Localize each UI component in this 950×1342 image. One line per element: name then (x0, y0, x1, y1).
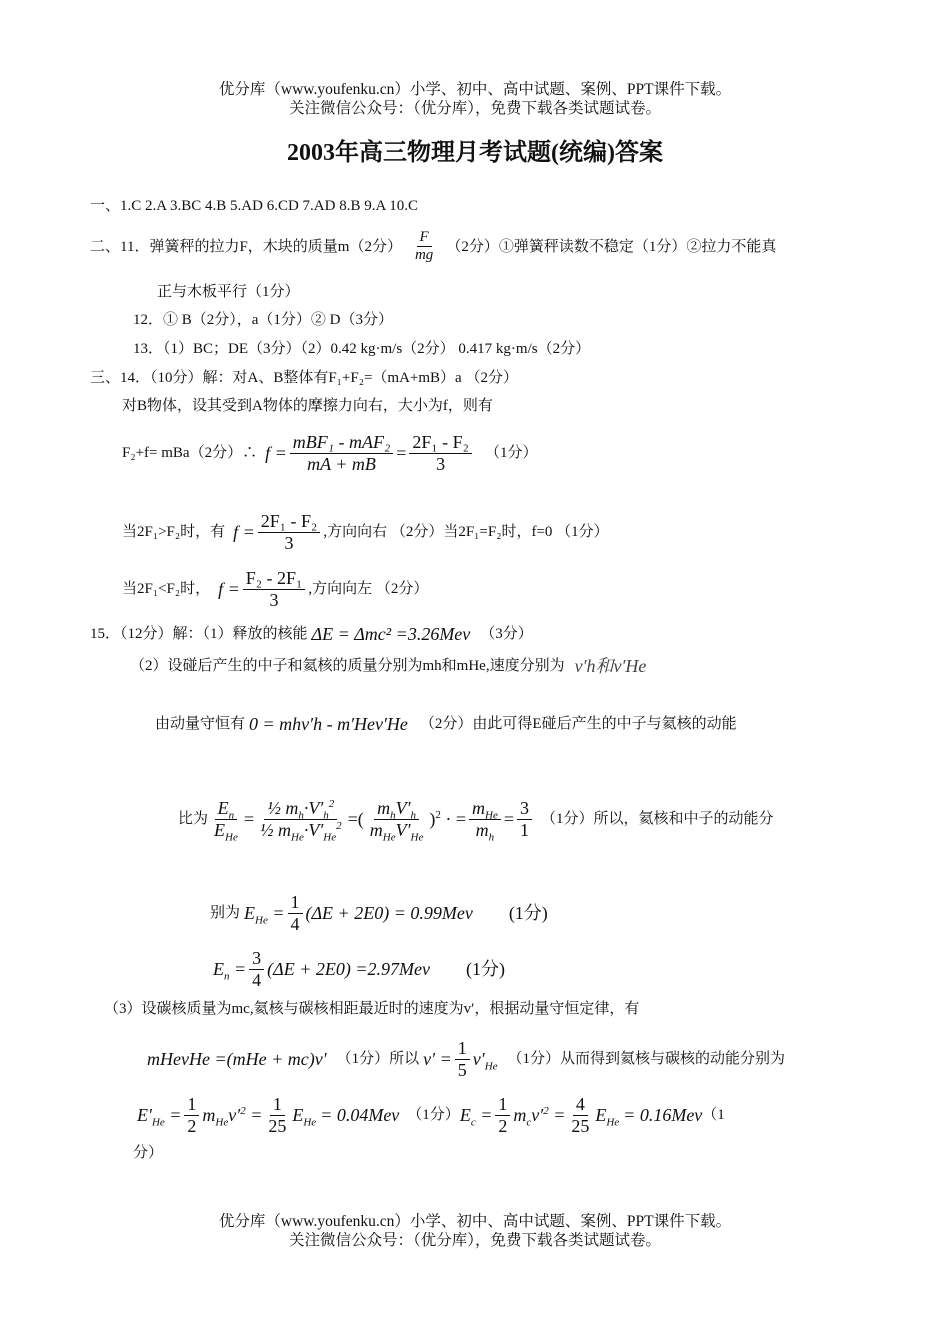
q11-text-a: 二、11．弹簧秤的拉力F，木块的质量m（2分） (90, 238, 402, 255)
q14-case1-num: 2F₁ - F₂ (258, 511, 321, 533)
q15-en-line (213, 948, 505, 990)
q14-equals: = (396, 443, 407, 464)
q15-final-mv2: $m_cv'^2$ = (513, 1105, 566, 1129)
q11-frac-den: mg (414, 247, 434, 264)
q15-final-half2-num: 1 (495, 1094, 510, 1116)
q15-head: 15．（12分）解：（1）释放的核能 (90, 626, 308, 642)
q12-answer: 12．① B（2分），a（1分）② D（3分） (133, 312, 393, 328)
q14-case2-f: f = (218, 579, 240, 600)
q11-text-c: 正与木板平行（1分） (157, 284, 300, 300)
q15-final-25 (265, 1094, 289, 1136)
q14-frac1-den: mA + mB (307, 453, 376, 474)
q15-final-mid: （1分） (407, 1107, 460, 1124)
q15-final-half2 (495, 1094, 510, 1136)
q15-cons-frac-den: 5 (457, 1059, 467, 1080)
q15-final-4-den: 25 (571, 1115, 590, 1136)
q15-final-half1 (184, 1094, 199, 1136)
q15-final-line (137, 1094, 725, 1136)
q15-ehe-prefix: 别为 (210, 905, 241, 922)
q15-energy-score: （3分） (480, 626, 533, 642)
q14-case2-b: ,方向向左 （2分） (308, 581, 429, 598)
q15-eq1: = (243, 809, 254, 830)
q15-ratio-en: $E_n$ (215, 798, 238, 820)
q15-kinetic-den: ½ $m_{He}\cdot V'_{He}^2$ (260, 819, 342, 844)
q15-cons-vprime: v′ = (423, 1049, 452, 1070)
q15-ehe-coef-num: 1 (288, 892, 303, 914)
q14-head: 三、14．（10分）解：对A、B整体有F₁+F₂=（mA+mB）a （2分） (90, 370, 518, 386)
q15-final-end: （1 (702, 1107, 725, 1124)
q15-final-ehe2: $E_{He}$ (595, 1105, 620, 1129)
q15-en-symbol: $E_n$ = (213, 959, 247, 983)
q15-head-line (90, 624, 533, 644)
q15-cons-line (147, 1038, 785, 1080)
page-title: 2003年高三物理月考试题(统编)答案 (287, 140, 663, 166)
q14-frac1 (290, 432, 394, 474)
q14-eq-score: （1分） (484, 445, 538, 462)
q15-cons-frac (455, 1038, 470, 1080)
q15-final-ehe: $E_{He}$ (292, 1105, 317, 1129)
q15-final-4-25 (568, 1094, 592, 1136)
q15-momentum-a: 由动量守恒有 (155, 716, 246, 732)
q15-cons-end: （1分）从而得到氦核与碳核的动能分别为 (507, 1051, 786, 1068)
q14-case2-a: 当2F₁<F₂时， (122, 581, 211, 598)
q15-eq3: )$^2$ · = (429, 809, 466, 830)
q15-ec-symbol: $E_c$ = (459, 1105, 493, 1129)
q14-case2-den: 3 (269, 589, 279, 610)
q14-case2-num: F₂ - 2F₁ (243, 568, 306, 590)
q15-mass-den: $m_h$ (475, 819, 495, 844)
q15-momentum-b: （2分）由此可得E碰后产生的中子与氦核的动能 (419, 716, 737, 732)
q15-ehe-eq: (ΔE + 2E0) = 0.99Mev (305, 903, 473, 924)
q15-final-half2-den: 2 (498, 1115, 508, 1136)
q11-line (90, 229, 776, 265)
q14-line2: 对B物体，设其受到A物体的摩擦力向右，大小为f，则有 (122, 398, 493, 414)
q14-case2-frac (243, 568, 306, 610)
q11-text-b: （2分）①弹簧秤读数不稳定（1分）②拉力不能真 (446, 238, 777, 255)
q15-cons-mid: （1分）所以 (336, 1051, 420, 1068)
q15-ratio-mass (469, 798, 501, 844)
q15-momentum-line (155, 714, 737, 734)
footer-line-2: 关注微信公众号：（优分库），免费下载各类试题试卷。 (288, 1232, 661, 1249)
q11-frac-num: F (417, 229, 432, 247)
q15-ratio-prefix: 比为 (178, 811, 209, 828)
q15-ehe-line (210, 892, 548, 934)
q15-en-eq: (ΔE + 2E0) =2.97Mev (267, 959, 430, 980)
q15-final-wrap: 分） (133, 1145, 164, 1161)
q15-kinetic-num: ½ $m_h\cdot V'_h^2$ (264, 798, 337, 820)
q15-cons-eq: mHevHe =(mHe + mc)v′ (147, 1049, 327, 1070)
q15-en-coef (249, 948, 264, 990)
q14-frac1-num: mBF₁ - mAF₂ (290, 432, 394, 454)
q15-ratio-en-ehe (211, 798, 241, 844)
q15-ehe-prime: $E'_{He}$ = (137, 1105, 182, 1129)
q15-eq4: = (503, 809, 514, 830)
q14-frac2 (409, 432, 472, 474)
q14-case1-f: f = (233, 522, 255, 543)
q15-ratio-suffix: （1分）所以，氦核和中子的动能分 (540, 811, 774, 828)
q15-energy: ΔE = Δmc² =3.26Mev (311, 624, 471, 644)
q15-final-half1-den: 2 (187, 1115, 197, 1136)
q14-case2 (122, 568, 428, 610)
q11-fraction (412, 229, 436, 265)
q15-final-mv1: $m_{He}v'^2$ = (202, 1105, 263, 1129)
q15-ehe-score: (1分) (508, 903, 548, 924)
q15-ehe-symbol: $E_{He}$ = (244, 903, 285, 927)
q14-friction-eq (122, 432, 537, 474)
q15-final-1: = 0.04Mev (320, 1105, 400, 1126)
q15-final-2: = 0.16Mev (623, 1105, 703, 1126)
q14-case1-b: ,方向向右 （2分）当2F₁=F₂时，f=0 （1分） (323, 524, 609, 541)
q15-momentum-num: $m_hV'_h$ (374, 798, 419, 820)
q15-ehe-coef (288, 892, 303, 934)
q15-ehe-coef-den: 4 (290, 913, 300, 934)
q15-p2-line (130, 656, 646, 676)
q15-cons-vhe: $v'_{He}$ (472, 1049, 498, 1073)
q14-frac2-num: 2F₁ - F₂ (409, 432, 472, 454)
q15-final-25-den: 25 (268, 1115, 287, 1136)
q15-ratio-kinetic (257, 798, 345, 844)
q14-f-symbol: f = (265, 443, 287, 464)
q14-case1-den: 3 (284, 532, 294, 553)
q15-cons-frac-num: 1 (455, 1038, 470, 1060)
q15-ratio-line (178, 798, 774, 844)
q15-ratio-result-den: 1 (519, 819, 529, 840)
q14-eq-prefix: F₂+f= mBa（2分）∴ (122, 445, 258, 462)
header-line-2: 关注微信公众号：（优分库），免费下载各类试题试卷。 (288, 100, 661, 117)
q15-ratio-momentum (367, 798, 427, 844)
q14-case1-frac (258, 511, 321, 553)
header-line-1: 优分库（www.youfenku.cn）小学、初中、高中试题、案例、PPT课件下载。 (218, 81, 732, 98)
q15-en-coef-den: 4 (252, 969, 262, 990)
q15-en-coef-num: 3 (249, 948, 264, 970)
q15-momentum-den: $m_{He}V'_{He}$ (369, 819, 424, 844)
q15-ratio-ehe: $E_{He}$ (214, 819, 238, 844)
footer-line-1: 优分库（www.youfenku.cn）小学、初中、高中试题、案例、PPT课件下载。 (218, 1213, 732, 1230)
q15-final-25-num: 1 (270, 1094, 285, 1116)
q15-momentum-eq: 0 = mhv′h - m′Hev′He (249, 714, 408, 734)
q14-case1-a: 当2F₁>F₂时，有 (122, 524, 226, 541)
q15-en-score: (1分) (465, 959, 505, 980)
q14-case1 (122, 511, 609, 553)
q13-answer: 13．（1）BC；DE（3分）（2）0.42 kg·m/s（2分） 0.417 kg·m/s（2分） (133, 341, 591, 357)
q15-final-4-num: 4 (573, 1094, 588, 1116)
q15-eq2: =( (347, 809, 364, 830)
q15-p2-vel: v′h和v′He (574, 656, 647, 676)
q15-mass-num: $m_{He}$ (469, 798, 501, 820)
q15-ratio-result (517, 798, 532, 840)
q15-p2: （2）设碰后产生的中子和氦核的质量分别为mh和mHe,速度分别为 (130, 658, 565, 674)
q15-final-half1-num: 1 (184, 1094, 199, 1116)
q15-p3: （3）设碳核质量为mc,氦核与碳核相距最近时的速度为v′，根据动量守恒定律，有 (104, 1001, 640, 1017)
q14-frac2-den: 3 (436, 453, 446, 474)
section1-answers: 一、1.C 2.A 3.BC 4.B 5.AD 6.CD 7.AD 8.B 9.A 10.C (90, 198, 418, 214)
q15-ratio-result-num: 3 (517, 798, 532, 820)
